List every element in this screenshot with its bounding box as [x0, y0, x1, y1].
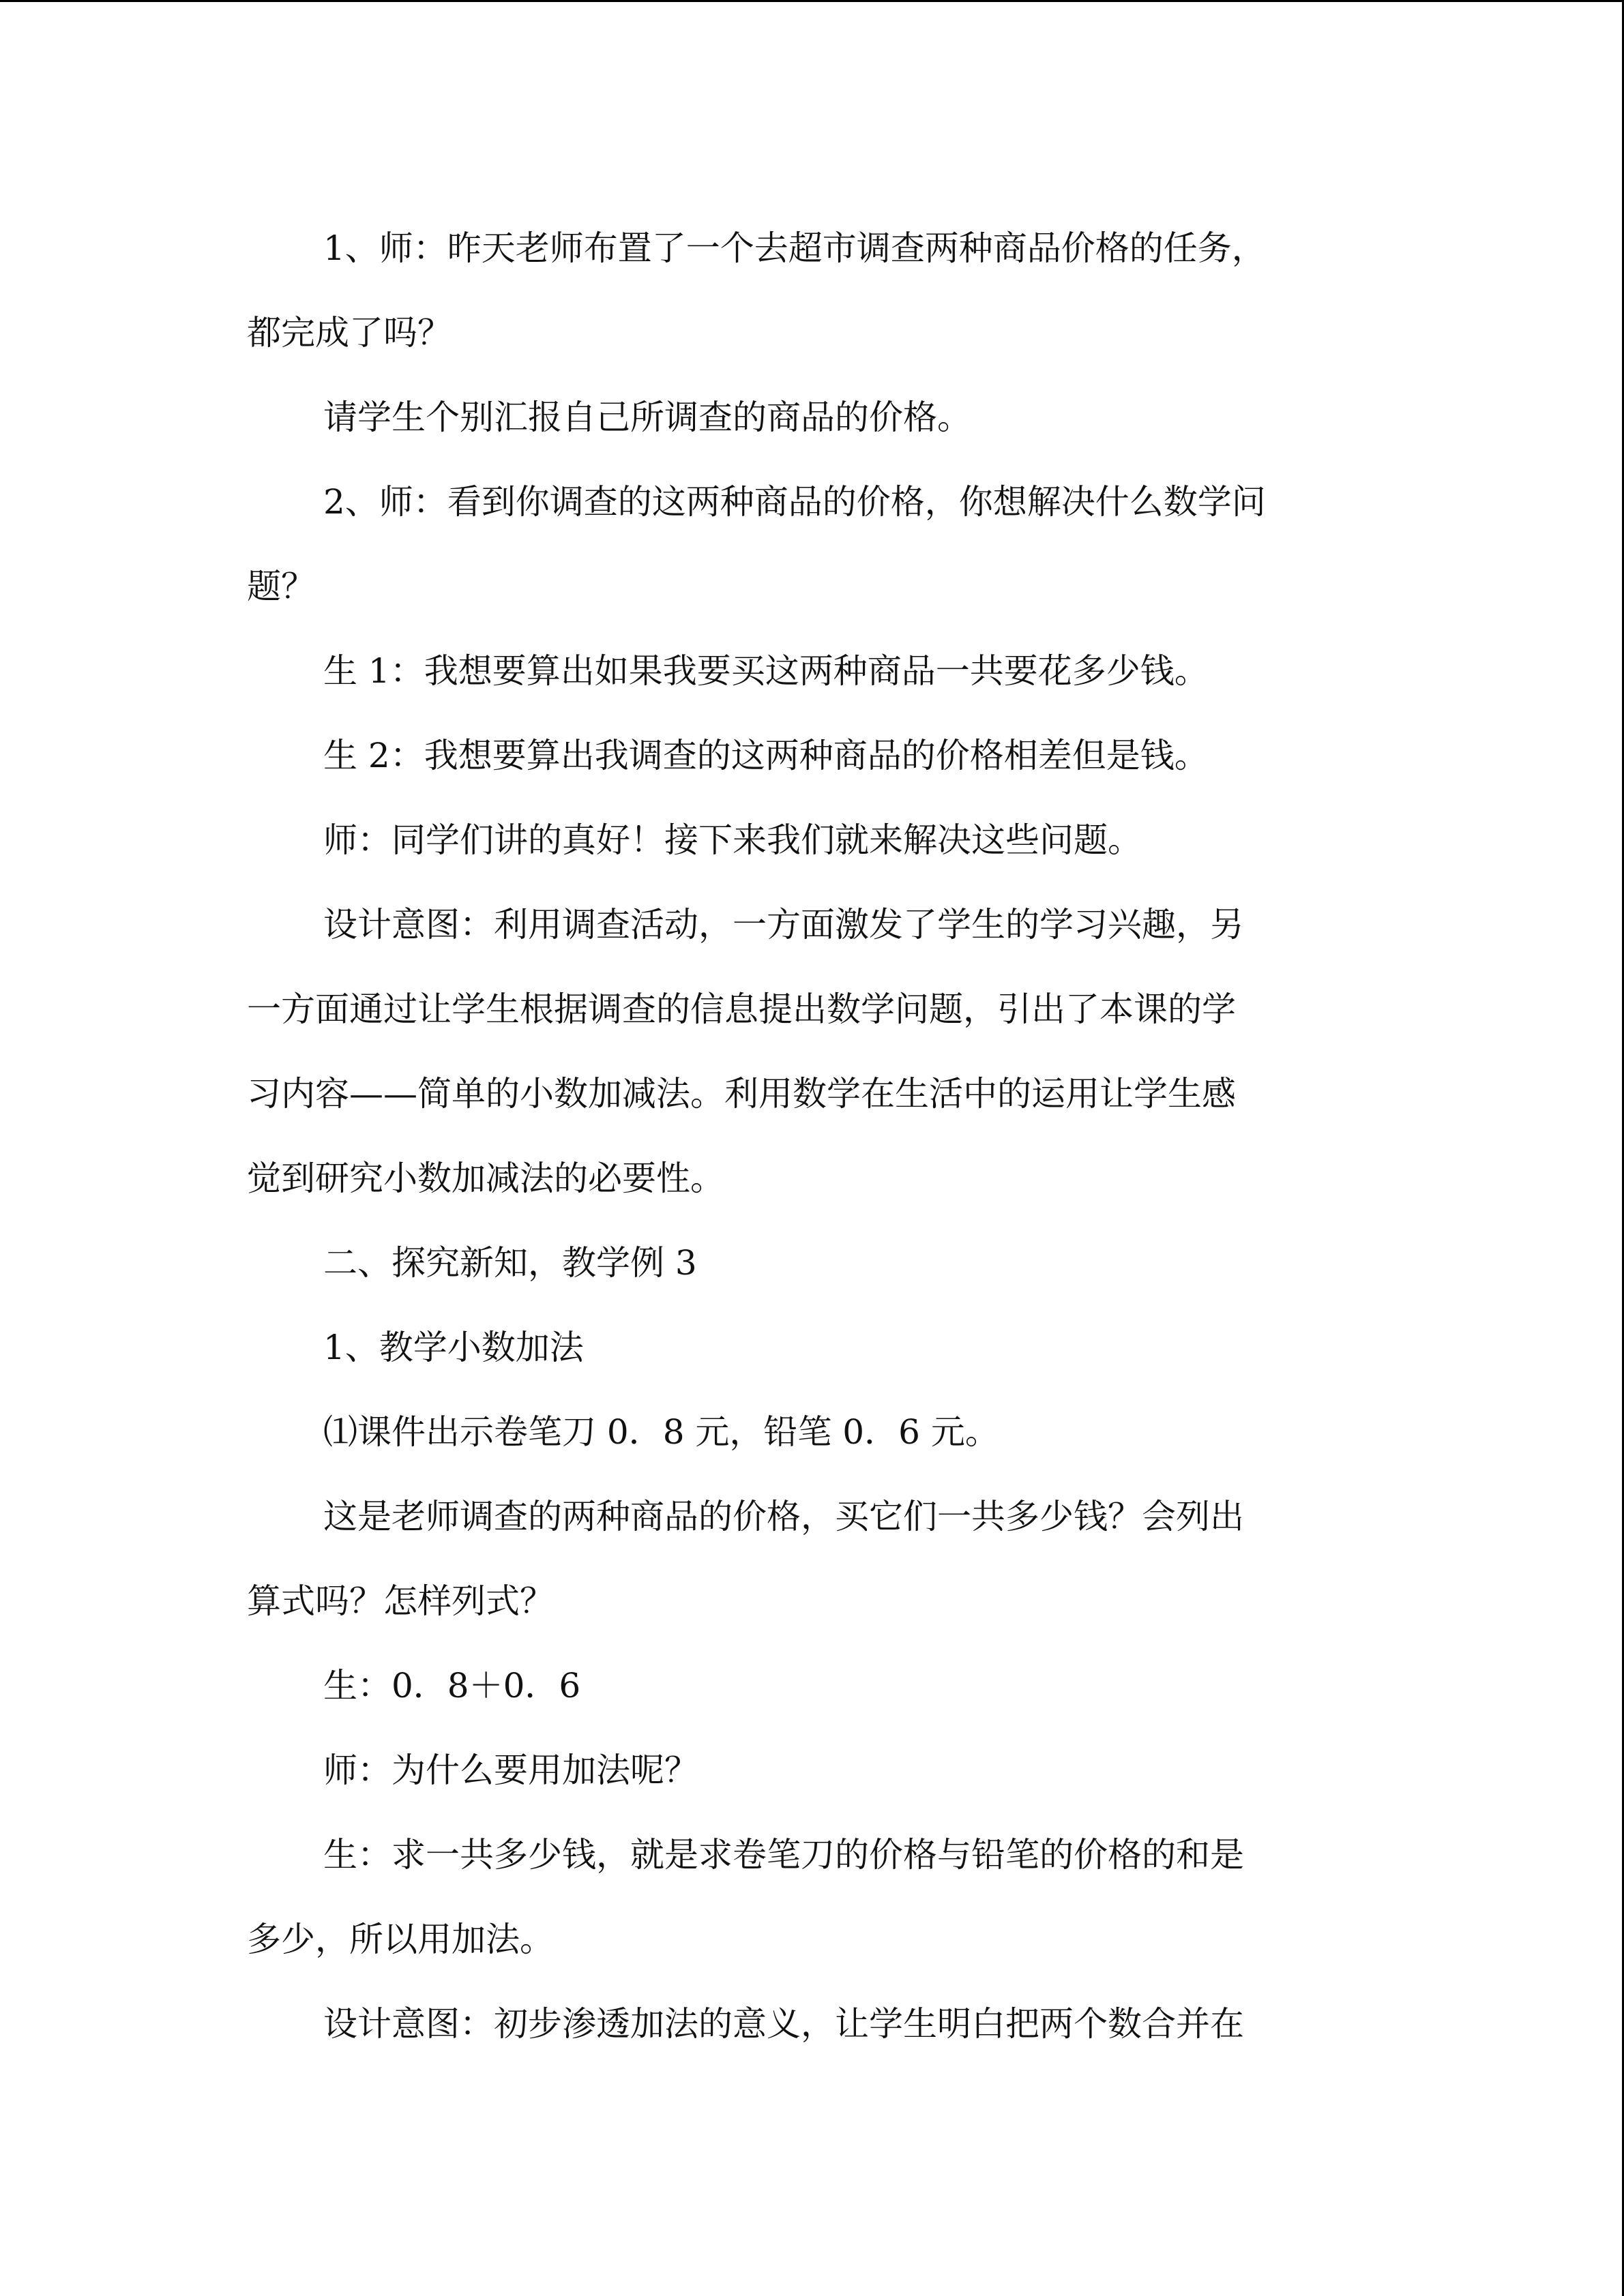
text-line: 设计意图：利用调查活动，一方面激发了学生的学习兴趣，另: [323, 905, 1244, 944]
text-line: 题？: [247, 567, 315, 606]
subsection-heading: 1、教学小数加法: [323, 1328, 584, 1367]
text-line: 多少，所以用加法。: [247, 1920, 554, 1959]
text-line: 生 1：我想要算出如果我要买这两种商品一共要花多少钱。: [323, 651, 1209, 691]
text-line: 1、师：昨天老师布置了一个去超市调查两种商品价格的任务，: [323, 228, 1266, 268]
text-line: ⑴课件出示卷笔刀 0．8 元，铅笔 0．6 元。: [323, 1412, 999, 1452]
document-body: [247, 206, 1379, 2066]
text-line: 2、师：看到你调查的这两种商品的价格，你想解决什么数学问: [323, 482, 1266, 522]
text-line: 生 2：我想要算出我调查的这两种商品的价格相差但是钱。: [323, 736, 1209, 775]
text-line: 设计意图：初步渗透加法的意义，让学生明白把两个数合并在: [323, 2004, 1244, 2044]
text-line: 师：同学们讲的真好！接下来我们就来解决这些问题。: [323, 820, 1142, 860]
text-line: 算式吗？怎样列式？: [247, 1581, 554, 1621]
text-line: 请学生个别汇报自己所调查的商品的价格。: [323, 398, 971, 437]
text-line: 都完成了吗？: [247, 313, 452, 353]
text-line: 觉到研究小数加减法的必要性。: [247, 1159, 724, 1198]
section-heading: 二、探究新知，教学例 3: [323, 1243, 697, 1283]
text-line: 师：为什么要用加法呢？: [323, 1750, 698, 1790]
text-line: 习内容——简单的小数加减法。利用数学在生活中的运用让学生感: [247, 1074, 1236, 1114]
text-line: 生：求一共多少钱，就是求卷笔刀的价格与铅笔的价格的和是: [323, 1835, 1244, 1875]
text-line: 一方面通过让学生根据调查的信息提出数学问题，引出了本课的学: [247, 989, 1236, 1029]
text-line: 生：0．8＋0．6: [323, 1666, 581, 1705]
text-line: 这是老师调查的两种商品的价格，买它们一共多少钱？会列出: [323, 1497, 1244, 1536]
